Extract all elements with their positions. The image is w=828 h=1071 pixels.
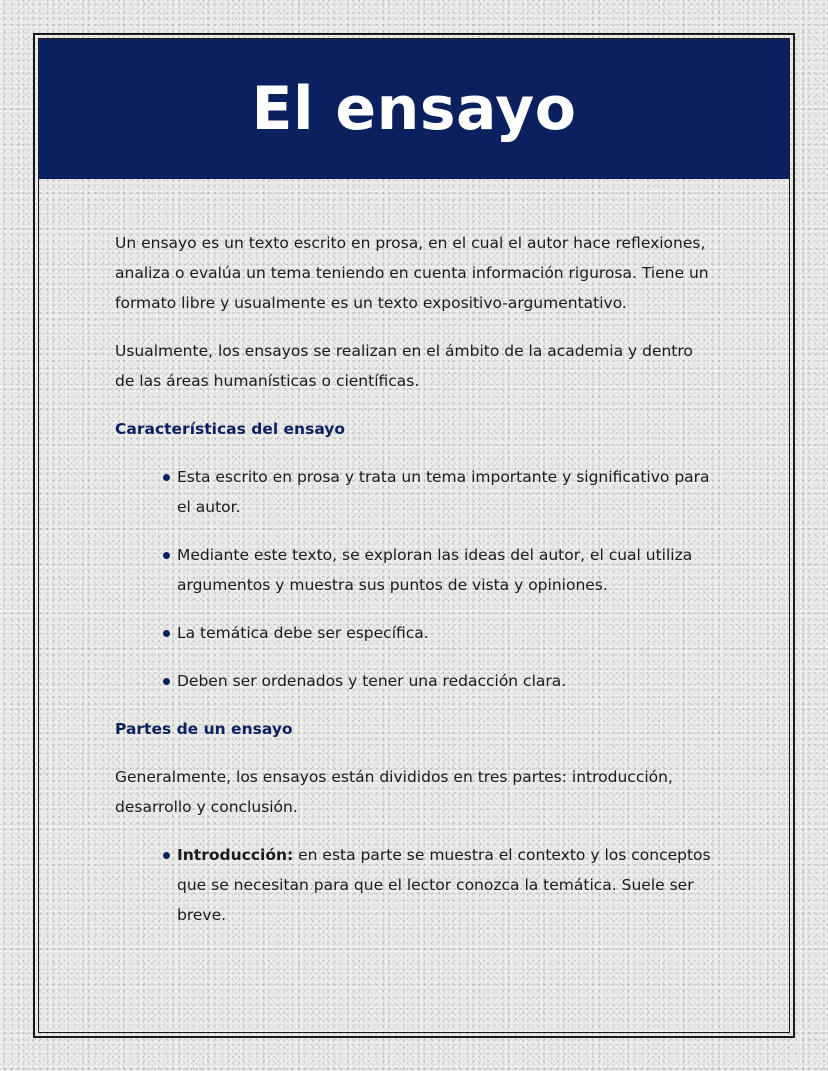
list-item — [163, 540, 715, 600]
list-item-text: Deben ser ordenados y tener una redacción clara. — [177, 672, 567, 690]
list-item-text: Esta escrito en prosa y trata un tema importante y significativo para el autor. — [177, 468, 710, 516]
bullet-icon — [163, 852, 170, 859]
list-item — [163, 462, 715, 522]
list-item-term: Introducción: — [177, 846, 294, 864]
parts-list — [115, 840, 715, 930]
intro-paragraph: Un ensayo es un texto escrito en prosa, en el cual el autor hace reflexiones, analiza o evalúa un tema teniendo en cuenta información rigurosa. Tiene un formato libre y usualmente es un texto expositivo-argumentativo. — [115, 234, 709, 312]
bullet-icon — [163, 678, 170, 685]
characteristics-list — [115, 462, 715, 696]
page-title: El ensayo — [251, 74, 577, 144]
intro-paragraph: Usualmente, los ensayos se realizan en el ámbito de la academia y dentro de las áreas humanísticas o científicas. — [115, 342, 693, 390]
list-item-text: La temática debe ser específica. — [177, 624, 429, 642]
title-banner — [39, 39, 789, 179]
characteristics-heading: Características del ensayo — [115, 420, 346, 438]
bullet-icon — [163, 474, 170, 481]
parts-paragraph: Generalmente, los ensayos están divididos en tres partes: introducción, desarrollo y conclusión. — [115, 768, 673, 816]
list-item — [163, 666, 715, 696]
bullet-icon — [163, 552, 170, 559]
list-item-text: en esta parte se muestra el contexto y los conceptos que se necesitan para que el lector conozca la temática. Suele ser breve. — [177, 846, 711, 924]
list-item — [163, 618, 715, 648]
list-item-text: Mediante este texto, se exploran las ideas del autor, el cual utiliza argumentos y muestra sus puntos de vista y opiniones. — [177, 546, 693, 594]
bullet-icon — [163, 630, 170, 637]
document-body — [115, 228, 715, 948]
parts-heading: Partes de un ensayo — [115, 720, 293, 738]
list-item — [163, 840, 715, 930]
